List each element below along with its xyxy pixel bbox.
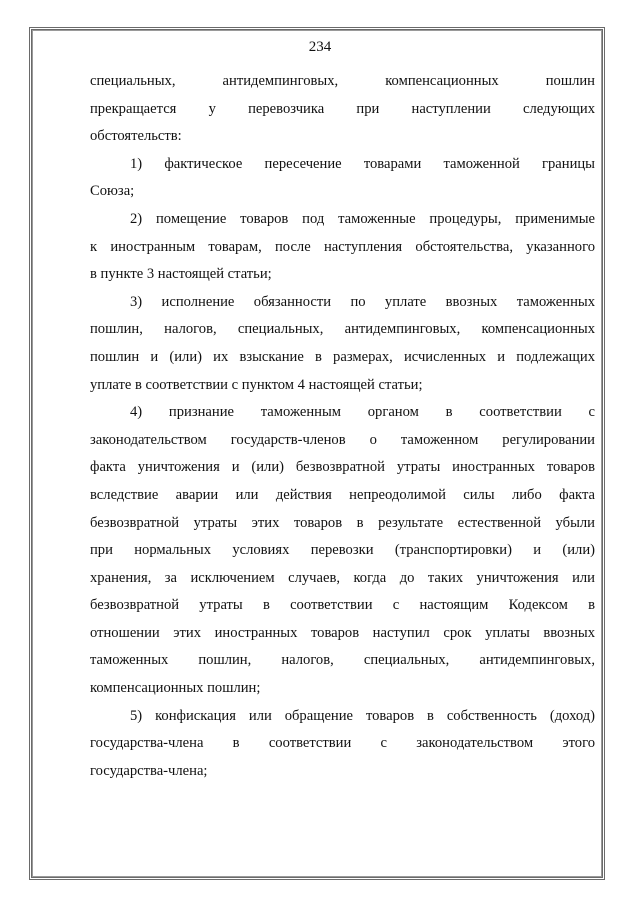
document-body (90, 68, 595, 785)
text-line: хранения, за исключением случаев, когда до таких уничтожения или (90, 569, 595, 586)
paragraph-p1 (90, 151, 595, 206)
paragraph-p5 (90, 703, 595, 786)
text-line: 3) исполнение обязанности по уплате ввозных таможенных (130, 293, 595, 310)
text-line: 1) фактическое пересечение товарами таможенной границы (130, 155, 595, 172)
page-number: 234 (308, 39, 332, 55)
paragraph-p4 (90, 399, 595, 703)
text-line: специальных, антидемпинговых, компенсационных пошлин (90, 73, 595, 89)
text-line: 5) конфискация или обращение товаров в собственность (доход) (130, 707, 595, 724)
text-line: факта уничтожения и (или) безвозвратной утраты иностранных товаров (90, 459, 595, 476)
text-line: безвозвратной утраты этих товаров в результате естественной убыли (90, 514, 595, 531)
text-line: государства-члена в соответствии с законодательством этого (90, 735, 595, 752)
text-line: государства-члена; (90, 762, 208, 779)
text-line: пошлин и (или) их взыскание в размерах, исчисленных и подлежащих (90, 348, 595, 365)
text-line: безвозвратной утраты в соответствии с настоящим Кодексом в (90, 597, 595, 614)
paragraph-p2 (90, 206, 595, 289)
text-line: отношении этих иностранных товаров наступил срок уплаты ввозных (90, 624, 595, 641)
text-line: компенсационных пошлин; (90, 680, 261, 697)
text-line: вследствие аварии или действия непреодолимой силы либо факта (90, 486, 595, 503)
text-line: прекращается у перевозчика при наступлении следующих (90, 100, 595, 117)
paragraph-p3 (90, 289, 595, 399)
text-line: законодательством государств-членов о таможенном регулировании (90, 431, 595, 448)
text-line: пошлин, налогов, специальных, антидемпинговых, компенсационных (90, 321, 595, 338)
text-line: при нормальных условиях перевозки (транспортировки) и (или) (90, 542, 595, 559)
text-line: в пункте 3 настоящей статьи; (90, 266, 272, 283)
text-line: обстоятельств: (90, 128, 182, 145)
text-line: 4) признание таможенным органом в соответствии с (130, 404, 595, 421)
text-line: к иностранным товарам, после наступления обстоятельства, указанного (90, 238, 595, 255)
text-line: таможенных пошлин, налогов, специальных, антидемпинговых, (90, 652, 595, 669)
paragraph-p0 (90, 68, 595, 151)
text-line: 2) помещение товаров под таможенные процедуры, применимые (130, 210, 595, 227)
text-line: Союза; (90, 183, 135, 200)
text-line: уплате в соответствии с пунктом 4 настоящей статьи; (90, 376, 423, 393)
